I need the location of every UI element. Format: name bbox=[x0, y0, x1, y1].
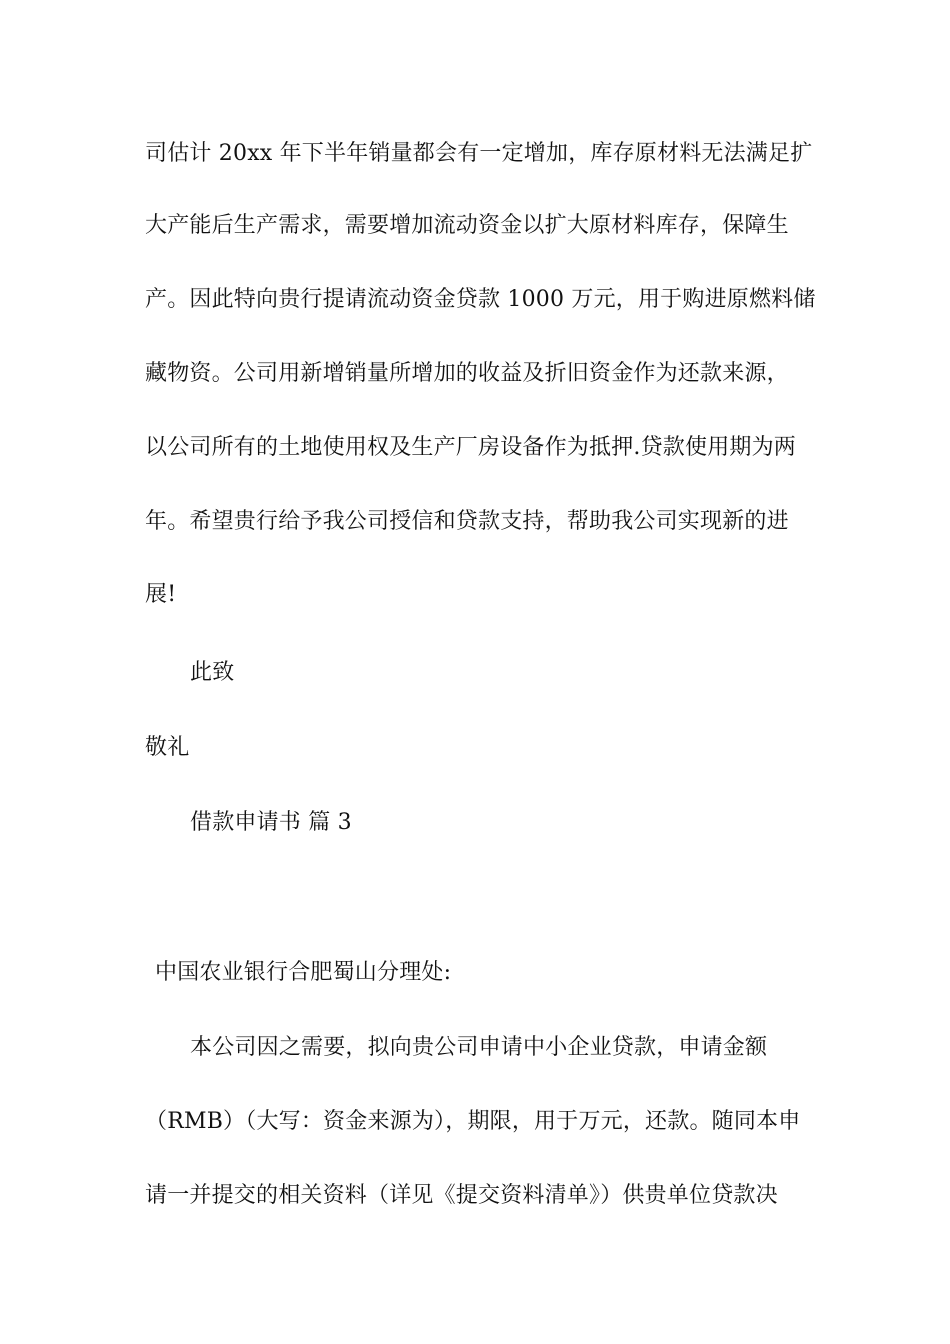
paragraph-line: 年。希望贵行给予我公司授信和贷款支持，帮助我公司实现新的进 bbox=[145, 509, 789, 534]
closing-salutation: 此致 bbox=[190, 660, 235, 685]
paragraph-line: 以公司所有的土地使用权及生产厂房设备作为抵押.贷款使用期为两 bbox=[145, 435, 796, 460]
section-title: 借款申请书 篇 3 bbox=[190, 810, 352, 835]
paragraph-line: 司估计 20xx 年下半年销量都会有一定增加，库存原材料无法满足扩 bbox=[145, 141, 813, 166]
paragraph-line: 藏物资。公司用新增销量所增加的收益及折旧资金作为还款来源， bbox=[145, 361, 789, 386]
addressee: 中国农业银行合肥蜀山分理处: bbox=[155, 960, 452, 985]
paragraph-line: （RMB）（大写：资金来源为），期限，用于万元，还款。随同本申 bbox=[145, 1109, 801, 1134]
closing-regards: 敬礼 bbox=[145, 735, 190, 760]
paragraph-line: 请一并提交的相关资料（详见《提交资料清单》）供贵单位贷款决 bbox=[145, 1183, 778, 1208]
paragraph-line: 产。因此特向贵行提请流动资金贷款 1000 万元，用于购进原燃料储 bbox=[145, 287, 816, 312]
paragraph-line: 本公司因之需要，拟向贵公司申请中小企业贷款，申请金额 bbox=[190, 1035, 768, 1060]
paragraph-line: 展! bbox=[145, 582, 177, 607]
paragraph-line: 大产能后生产需求，需要增加流动资金以扩大原材料库存，保障生 bbox=[145, 213, 789, 238]
